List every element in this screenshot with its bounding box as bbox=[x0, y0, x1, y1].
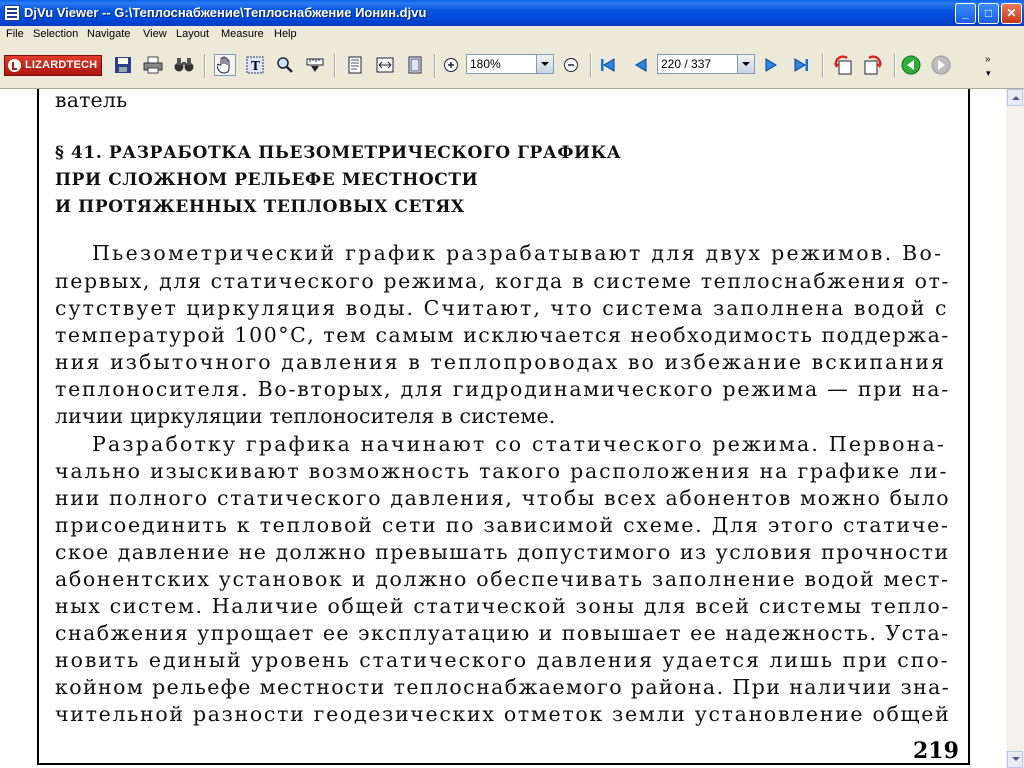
page-dropdown-arrow-icon[interactable] bbox=[737, 55, 754, 73]
fit-width-icon[interactable] bbox=[374, 54, 396, 76]
toolbar-separator bbox=[334, 54, 335, 78]
body-text-line: снабжения упрощает ее эксплуатацию и повышает ее надежность. Уста- bbox=[55, 621, 950, 645]
toolbar-overflow-chevron-icon[interactable]: » bbox=[985, 54, 991, 65]
body-text-line: нии полного статического давления, чтобы всех абонентов можно было bbox=[55, 486, 951, 510]
save-icon[interactable] bbox=[112, 54, 134, 76]
body-text-line: Разработку графика начинают со статического режима. Первона- bbox=[92, 432, 947, 456]
forward-icon[interactable] bbox=[930, 54, 952, 76]
print-icon[interactable] bbox=[142, 54, 164, 76]
toolbar-overflow-arrow-icon[interactable]: ▾ bbox=[986, 68, 991, 78]
logo-text: LIZARDTECH bbox=[25, 59, 98, 71]
body-text-line: чально изыскивают возможность такого расположения на графике ли- bbox=[55, 459, 949, 483]
menu-navigate[interactable]: Navigate bbox=[87, 28, 131, 40]
measure-tool-icon[interactable] bbox=[304, 54, 326, 76]
section-heading-line-3: И ПРОТЯЖЕННЫХ ТЕПЛОВЫХ СЕТЯХ bbox=[55, 197, 465, 217]
window-title: DjVu Viewer -- G:\Теплоснабжение\Теплоснабжение Ионин.djvu bbox=[24, 5, 427, 20]
body-text-line: личии циркуляции теплоносителя в системе. bbox=[55, 404, 556, 428]
previous-page-icon[interactable] bbox=[630, 54, 652, 76]
rotate-left-icon[interactable] bbox=[832, 54, 854, 76]
page-number-combo[interactable] bbox=[657, 54, 755, 74]
zoom-out-icon[interactable] bbox=[560, 54, 582, 76]
lizardtech-logo[interactable] bbox=[4, 55, 102, 76]
text-select-icon[interactable] bbox=[244, 54, 266, 76]
vertical-scrollbar[interactable] bbox=[1006, 89, 1024, 768]
body-text-line: присоединить к тепловой сети по зависимой схеме. Для этого статиче- bbox=[55, 513, 950, 537]
page-top-fragment: ватель bbox=[55, 88, 128, 112]
toolbar-separator bbox=[894, 54, 895, 78]
toolbar-separator bbox=[434, 54, 435, 78]
lizardtech-logo-icon bbox=[8, 59, 21, 72]
body-text-line: койном рельефе местности теплоснабжаемого района. При наличии зна- bbox=[55, 675, 951, 699]
page-number-value: 220 / 337 bbox=[661, 57, 712, 71]
body-text-line: чительной разности геодезических отметок земли установление общей bbox=[55, 702, 951, 726]
first-page-icon[interactable] bbox=[597, 54, 619, 76]
body-text-line: первых, для статического режима, когда в системе теплоснабжения от- bbox=[55, 269, 951, 293]
toolbar-separator bbox=[822, 54, 823, 78]
body-text-line: новить единый уровень статического давления удается лишь при спо- bbox=[55, 648, 950, 672]
menu-file[interactable]: File bbox=[6, 28, 24, 40]
zoom-value: 180% bbox=[470, 57, 501, 71]
hand-tool-icon[interactable] bbox=[214, 54, 236, 76]
page-number: 219 bbox=[913, 738, 959, 764]
zoom-tool-icon[interactable] bbox=[274, 54, 296, 76]
menu-bar bbox=[0, 26, 1024, 44]
zoom-combo[interactable] bbox=[466, 54, 554, 74]
body-text-line: сутствует циркуляция воды. Считают, что система заполнена водой с bbox=[55, 296, 949, 320]
single-page-icon[interactable] bbox=[344, 54, 366, 76]
last-page-icon[interactable] bbox=[790, 54, 812, 76]
body-text-line: Пьезометрический график разрабатывают для двух режимов. Во- bbox=[92, 241, 944, 265]
app-icon[interactable] bbox=[4, 5, 20, 21]
toolbar-separator bbox=[590, 54, 591, 78]
menu-help[interactable]: Help bbox=[274, 28, 297, 40]
body-text-line: температурой 100°С, тем самым исключается необходимость поддержа- bbox=[55, 323, 950, 347]
body-text-line: ния избыточного давления в теплопроводах во избежание вскипания bbox=[55, 350, 946, 374]
back-icon[interactable] bbox=[900, 54, 922, 76]
body-text-line: теплоносителя. Во-вторых, для гидродинамического режима — при на- bbox=[55, 377, 950, 401]
menu-layout[interactable]: Layout bbox=[176, 28, 210, 40]
section-heading-line-1: § 41. РАЗРАБОТКА ПЬЕЗОМЕТРИЧЕСКОГО ГРАФИКА bbox=[55, 143, 622, 163]
body-text-line: ское давление не должно превышать допустимого из условия прочности bbox=[55, 540, 950, 564]
title-bar bbox=[0, 0, 1024, 26]
scroll-up-arrow-icon[interactable] bbox=[1007, 89, 1023, 106]
minimize-button[interactable]: _ bbox=[955, 3, 976, 24]
find-binoculars-icon[interactable] bbox=[173, 54, 195, 76]
next-page-icon[interactable] bbox=[760, 54, 782, 76]
menu-view[interactable]: View bbox=[143, 28, 167, 40]
rotate-right-icon[interactable] bbox=[862, 54, 884, 76]
svg-text:T: T bbox=[251, 59, 260, 73]
zoom-dropdown-arrow-icon[interactable] bbox=[536, 55, 553, 73]
toolbar-separator bbox=[204, 54, 205, 78]
close-button[interactable]: ✕ bbox=[1001, 3, 1022, 24]
toolbar bbox=[0, 44, 1024, 89]
scroll-down-arrow-icon[interactable] bbox=[1007, 751, 1023, 768]
body-text-line: абонентских установок и должно обеспечивать заполнение водой мест- bbox=[55, 567, 950, 591]
zoom-in-icon[interactable] bbox=[440, 54, 462, 76]
menu-selection[interactable]: Selection bbox=[33, 28, 79, 40]
fit-page-icon[interactable] bbox=[404, 54, 426, 76]
section-heading-line-2: ПРИ СЛОЖНОМ РЕЛЬЕФЕ МЕСТНОСТИ bbox=[55, 170, 479, 190]
body-text-line: ных систем. Наличие общей статической зоны для всей системы тепло- bbox=[55, 594, 951, 618]
maximize-button[interactable]: □ bbox=[978, 3, 999, 24]
menu-measure[interactable]: Measure bbox=[221, 28, 264, 40]
